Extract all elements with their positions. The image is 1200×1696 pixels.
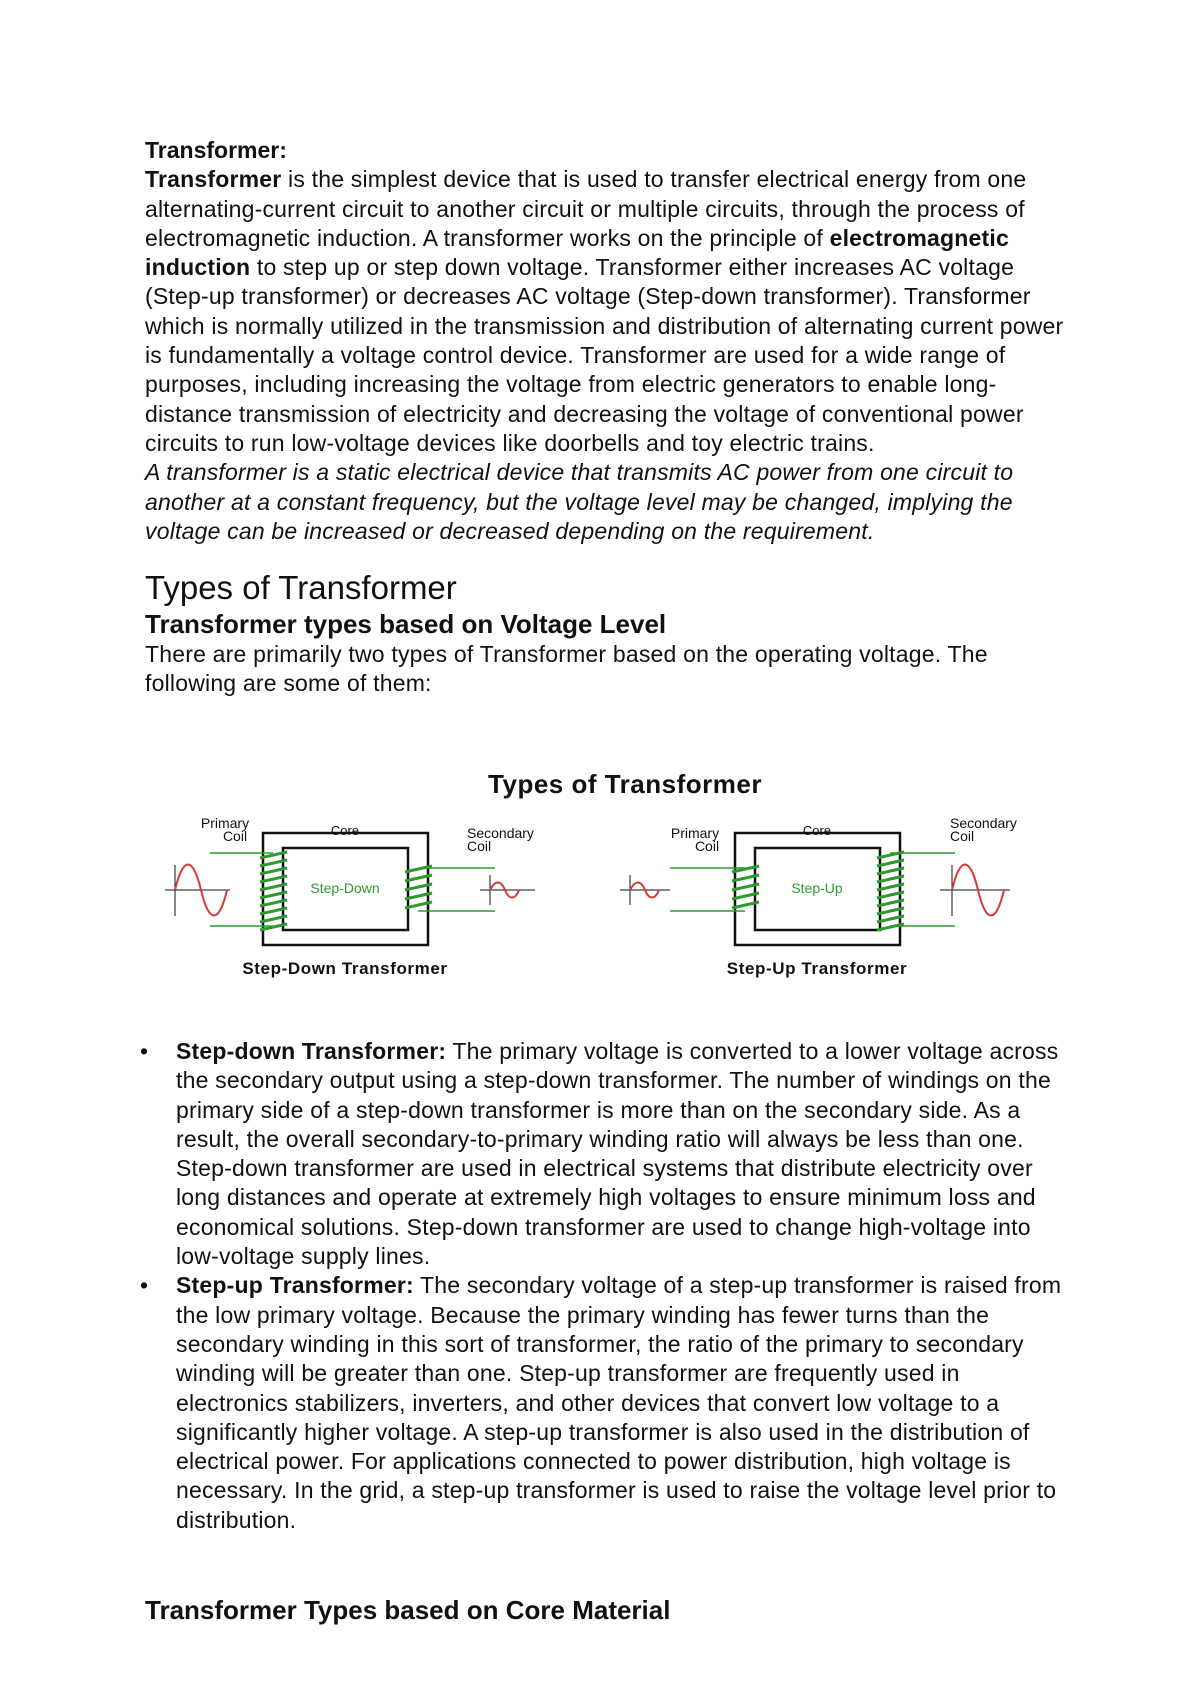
- label-core-right: Core: [802, 823, 832, 838]
- center-label-left: Step-Down: [310, 880, 380, 896]
- input-wave-right-icon: [620, 875, 670, 905]
- list-item-step-down: [140, 1037, 1065, 1271]
- label-secondary-coil-left: Coil: [467, 838, 492, 854]
- label-coil-left: Coil: [222, 828, 248, 844]
- label-secondary-right: Secondary: [950, 815, 1017, 831]
- bullet-marker: •: [140, 1038, 149, 1064]
- label-primary-right: Primary: [670, 825, 720, 841]
- list-item-title: Step-down Transformer:: [176, 1038, 447, 1064]
- label-secondary-left: Secondary: [467, 825, 534, 841]
- document-body: [145, 136, 1065, 699]
- intro-paragraph: [145, 165, 1065, 458]
- types-title: Types of Transformer: [145, 569, 457, 607]
- term-electromagnetic-induction: electromagnetic induction: [145, 224, 1009, 281]
- intro-text-2: to step up or step down voltage. Transformer either increases AC voltage (Step-up transformer) or decreases AC voltage (Step-down transformer). Transformer which is normally utilized in the transmission and distribution of alternating current power is fundamentally a voltage control device. Transformer are used for a wide range of purposes, including increasing the voltage from electric generators to enable long-distance transmission of electricity and decreasing the voltage of conventional power circuits to run low-voltage devices like doorbells and toy electric trains.: [145, 254, 1064, 456]
- label-secondary-coil-right: Coil: [950, 828, 975, 844]
- transformer-type-list: [140, 1037, 1065, 1535]
- core-material-heading: Transformer Types based on Core Material: [145, 1595, 671, 1625]
- label-core-left: Core: [330, 823, 360, 838]
- term-transformer: Transformer: [145, 166, 282, 193]
- step-up-diagram: [620, 815, 1017, 978]
- intro-text-1: is the simplest device that is used to transfer electrical energy from one alternating-current circuit to another circuit or multiple circuits, through the process of electromagnetic induction. A transformer works on the principle of: [145, 166, 1027, 251]
- label-primary-left: Primary: [200, 815, 250, 831]
- step-down-diagram: [165, 815, 535, 978]
- definition-italic: A transformer is a static electrical device that transmits AC power from one circuit to another at a constant frequency, but the voltage level may be changed, implying the voltage can be increased or decreased depending on the requirement.: [145, 459, 1014, 544]
- list-item-text: The primary voltage is converted to a lower voltage across the secondary output using a step-down transformer. The number of windings on the primary side of a step-down transformer is more than on the secondary side. As a result, the overall secondary-to-primary winding ratio will always be less than one. Step-down transformer are used in electrical systems that distribute electricity over long distances and operate at extremely high voltages to ensure minimum loss and economical solutions. Step-down transformer are used to change high-voltage into low-voltage supply lines.: [176, 1038, 1059, 1270]
- caption-step-down: Step-Down Transformer: [242, 959, 448, 978]
- transformer-diagram: [165, 768, 1070, 993]
- voltage-level-heading: Transformer types based on Voltage Level: [145, 609, 667, 640]
- center-label-right: Step-Up: [791, 880, 843, 896]
- label-coil-right: Coil: [694, 838, 720, 854]
- caption-step-up: Step-Up Transformer: [726, 959, 908, 978]
- output-wave-right-icon: [940, 865, 1010, 917]
- bullet-marker: •: [140, 1272, 149, 1299]
- section-label: Transformer:: [145, 137, 287, 163]
- list-item-text: The secondary voltage of a step-up transformer is raised from the low primary voltage. Because the primary winding has fewer turns than the secondary winding in this sort of transformer, the ratio of the primary to secondary winding will be greater than one. Step-up transformer are frequently used in electronics stabilizers, inverters, and other devices that convert low voltage to a significantly higher voltage. A step-up transformer is also used in the distribution of electrical power. For applications connected to power distribution, high voltage is necessary. In the grid, a step-up transformer is used to raise the voltage level prior to distribution.: [176, 1272, 1062, 1533]
- types-lead: There are primarily two types of Transformer based on the operating voltage. The following are some of them:: [145, 641, 988, 697]
- list-item-step-up: [140, 1271, 1065, 1535]
- input-wave-left-icon: [165, 865, 230, 917]
- list-item-title: Step-up Transformer:: [176, 1272, 414, 1299]
- output-wave-left-icon: [480, 875, 535, 905]
- diagram-title: Types of Transformer: [488, 769, 762, 799]
